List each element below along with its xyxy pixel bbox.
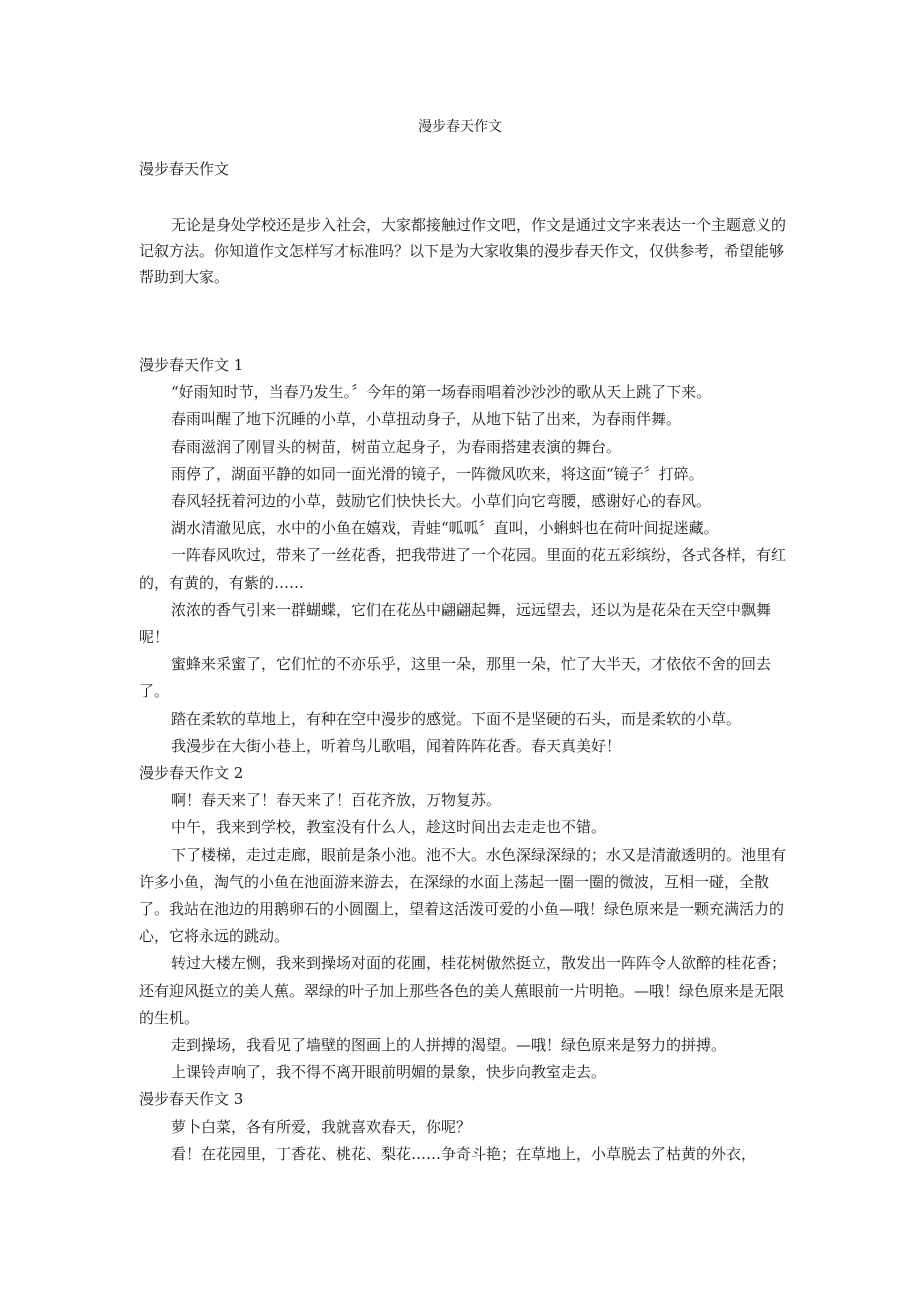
paragraph: 踏在柔软的草地上，有种在空中漫步的感觉。下面不是坚硬的石头，而是柔软的小草。 bbox=[171, 709, 742, 728]
section-heading: 漫步春天作文 3 bbox=[139, 1090, 244, 1109]
paragraph: 转过大楼左恻，我来到操场对面的花圃，桂花树傲然挺立，散发出一阵阵令人欲醉的桂花香；还有迎风挺立的美人蕉。翠绿的叶子加上那些各色的美人蕉眼前一片明艳。—哦！绿色原来是无限的生机。 bbox=[139, 954, 787, 1027]
paragraph: 上课铃声响了，我不得不离开眼前明媚的景象，快步向教室走去。 bbox=[171, 1063, 607, 1082]
paragraph: 春雨叫醒了地下沉睡的小草，小草扭动身子，从地下钻了出来，为春雨伴舞。 bbox=[171, 410, 682, 429]
paragraph: 下了楼梯，走过走廊，眼前是条小池。池不大。水色深绿深绿的；水又是清澈透明的。池里有许多小鱼，淘气的小鱼在池面游来游去，在深绿的水面上荡起一圈一圈的微波，互相一碰，全散了。我站在池边的用鹅卵石的小圆圈上，望着这活泼可爱的小鱼—哦！绿色原来是一颗充满活力的心，它将永远的跳动。 bbox=[139, 845, 787, 946]
essay-section bbox=[139, 760, 789, 1086]
section-heading: 漫步春天作文 2 bbox=[139, 764, 244, 783]
paragraph: 走到操场，我看见了墙壁的图画上的人拼搏的渴望。—哦！绿色原来是努力的拼搏。 bbox=[171, 1036, 727, 1055]
paragraph: 看！在花园里，丁香花、桃花、梨花……争奇斗艳；在草地上，小草脱去了枯黄的外衣， bbox=[171, 1144, 757, 1163]
essay-body bbox=[139, 352, 789, 1168]
essay-section bbox=[139, 1086, 789, 1168]
paragraph: 浓浓的香气引来一群蝴蝶，它们在花丛中翩翩起舞，远远望去，还以为是花朵在天空中飘舞呢！ bbox=[139, 600, 772, 647]
paragraph: 春风轻抚着河边的小草，鼓励它们快快长大。小草们向它弯腰，感谢好心的春风。 bbox=[171, 492, 712, 511]
section-heading: 漫步春天作文 1 bbox=[139, 356, 244, 374]
document-title: 漫步春天作文 bbox=[418, 119, 502, 135]
paragraph: 啊！春天来了！春天来了！百花齐放，万物复苏。 bbox=[171, 791, 502, 810]
essay-section bbox=[139, 352, 789, 760]
intro-paragraph: 无论是身处学校还是步入社会，大家都接触过作文吧，作文是通过文字来表达一个主题意义的记叙方法。你知道作文怎样写才标准吗？以下是为大家收集的漫步春天作文，仅供参考，希望能够帮助到大家。 bbox=[139, 216, 787, 286]
paragraph: 蜜蜂来采蜜了，它们忙的不亦乐乎，这里一朵，那里一朵，忙了大半天，才依依不舍的回去了。 bbox=[139, 655, 772, 701]
paragraph: 我漫步在大街小巷上，听着鸟儿歌唱，闻着阵阵花香。春天真美好！ bbox=[171, 736, 622, 755]
paragraph: 雨停了，湖面平静的如同一面光滑的镜子，一阵微风吹来，将这面“镜子〞打碎。 bbox=[171, 464, 704, 483]
paragraph: 萝卜白菜，各有所爱，我就喜欢春天，你呢？ bbox=[171, 1117, 472, 1136]
paragraph: 中午，我来到学校，教室没有什么人，趁这时间出去走走也不错。 bbox=[171, 818, 607, 837]
paragraph: 春雨滋润了刚冒头的树苗，树苗立起身子，为春雨搭建表演的舞台。 bbox=[171, 437, 622, 456]
paragraph: “好雨知时节，当春乃发生。〞今年的第一场春雨唱着沙沙沙的歌从天上跳了下来。 bbox=[171, 383, 712, 402]
paragraph: 湖水清澈见底，水中的小鱼在嬉戏，青蛙“呱呱〞直叫，小蝌蚪也在荷叶间捉迷藏。 bbox=[171, 519, 719, 538]
paragraph: 一阵春风吹过，带来了一丝花香，把我带进了一个花园。里面的花五彩缤纷，各式各样，有红的，有黄的，有紫的…… bbox=[139, 546, 787, 592]
document-subtitle: 漫步春天作文 bbox=[139, 160, 230, 178]
